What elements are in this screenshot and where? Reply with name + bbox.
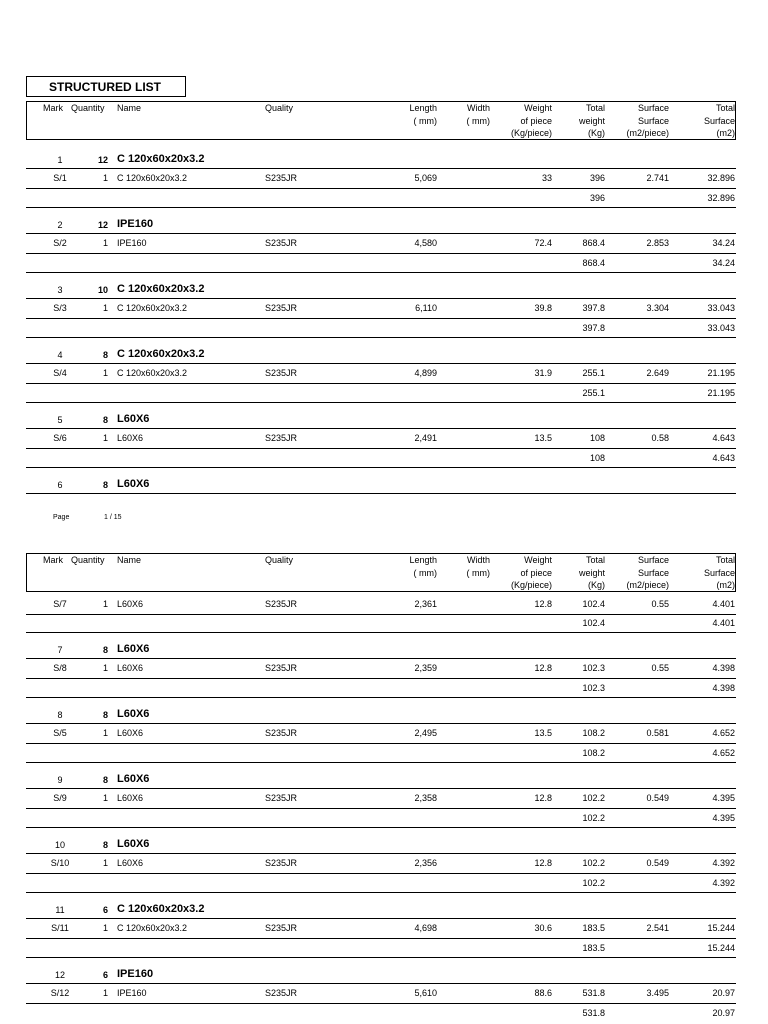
p1-group-2-row-total-surface: 34.24 — [712, 238, 735, 248]
p2-group-10-header-name: L60X6 — [117, 838, 150, 850]
p2-group-11-row-mark: S/11 — [51, 923, 69, 933]
p2-group-9-row-quality: S235JR — [265, 793, 298, 803]
p1-group-1-subtotal-rule — [26, 207, 736, 208]
p1-group-2-subtotal-sum-weight: 868.4 — [582, 258, 605, 268]
p2-group-12-row-total-surface: 20.97 — [712, 988, 735, 998]
p1-group-2-header-quantity: 12 — [97, 220, 108, 230]
p1-group-6-header-mark: 6 — [57, 480, 63, 490]
p1-group-1-row-total-surface: 32.896 — [707, 173, 735, 183]
p1-group-3-subtotal-sum-surface: 33.043 — [707, 323, 735, 333]
p2-group-12-row-weight: 88.6 — [534, 988, 552, 998]
p2-header-quality: Quality — [265, 555, 294, 565]
p1-header-quality: Quality — [265, 103, 294, 113]
p1-group-3-header-name: C 120x60x20x3.2 — [117, 283, 205, 295]
p1-group-4-row-quality: S235JR — [265, 368, 298, 378]
p1-group-5-row-length: 2,491 — [414, 433, 437, 443]
p1-group-4-row-total-surface: 21.195 — [707, 368, 735, 378]
p2-continued-row-total-surface: 4.401 — [712, 599, 735, 609]
p2-continued-row-rule — [26, 614, 736, 615]
p1-group-4-header-mark: 4 — [57, 350, 63, 360]
p1-group-2-row-quality: S235JR — [265, 238, 298, 248]
p1-group-2-subtotal-sum-surface: 34.24 — [712, 258, 735, 268]
p2-group-11-row-total-weight: 183.5 — [582, 923, 605, 933]
p1-header-width-0: Width — [466, 103, 490, 113]
p1-header-weight-piece-1: of piece — [520, 115, 552, 126]
p1-group-3-row-quantity: 1 — [102, 303, 108, 313]
p1-group-5-subtotal-sum-weight: 108 — [589, 453, 605, 463]
p2-group-11-subtotal-rule — [26, 957, 736, 958]
p1-group-2-row-weight: 72.4 — [534, 238, 552, 248]
p2-group-12-rule — [26, 983, 736, 984]
p2-group-12-subtotal-sum-surface: 20.97 — [712, 1008, 735, 1018]
p1-group-5-header-name: L60X6 — [117, 413, 150, 425]
p1-header-surface-1: Surface — [637, 115, 669, 126]
p2-group-7-subtotal-rule — [26, 697, 736, 698]
p2-group-10-header-quantity: 8 — [102, 840, 108, 850]
p1-group-4-header-quantity: 8 — [102, 350, 108, 360]
p2-group-10-subtotal-sum-weight: 102.2 — [582, 878, 605, 888]
p1-group-4-row-weight: 31.9 — [534, 368, 552, 378]
p2-group-10-row-quality: S235JR — [265, 858, 298, 868]
p2-header-total-surface-0: Total — [715, 555, 735, 565]
p1-group-3-row-name: C 120x60x20x3.2 — [117, 303, 188, 313]
p2-group-9-header-quantity: 8 — [102, 775, 108, 785]
p1-group-5-row-rule — [26, 448, 736, 449]
p1-group-1-subtotal-sum-weight: 396 — [589, 193, 605, 203]
p1-group-4-subtotal-sum-weight: 255.1 — [582, 388, 605, 398]
p1-group-6-header-quantity: 8 — [102, 480, 108, 490]
p1-group-4-row-total-weight: 255.1 — [582, 368, 605, 378]
p2-group-11-rule — [26, 918, 736, 919]
p2-group-10-row-total-weight: 102.2 — [582, 858, 605, 868]
p2-group-10-subtotal-rule — [26, 892, 736, 893]
p1-header-weight-piece-0: Weight — [524, 103, 552, 113]
p2-group-7-row-total-surface: 4.398 — [712, 663, 735, 673]
p1-group-2-header-mark: 2 — [57, 220, 63, 230]
p2-group-12-header-quantity: 6 — [102, 970, 108, 980]
p2-group-10-row-mark: S/10 — [50, 858, 70, 868]
p1-header-total-surface-0: Total — [715, 103, 735, 113]
p2-header-quantity: Quantity — [71, 555, 105, 565]
p2-group-7-row-quantity: 1 — [102, 663, 108, 673]
p2-group-11-row-quality: S235JR — [265, 923, 298, 933]
p1-header-surface-2: (m2/piece) — [626, 128, 669, 138]
p2-group-9-row-mark: S/9 — [53, 793, 67, 803]
p2-header-surface-1: Surface — [637, 567, 669, 578]
p1-group-2-rule — [26, 233, 736, 234]
p1-group-4-row-surface: 2.649 — [646, 368, 669, 378]
p2-group-8-row-length: 2,495 — [414, 728, 437, 738]
p1-group-3-row-weight: 39.8 — [534, 303, 552, 313]
p2-group-12-row-total-weight: 531.8 — [582, 988, 605, 998]
p1-header-length-1: ( mm) — [413, 115, 437, 126]
page-label: Page — [53, 514, 70, 521]
p1-group-2-row-mark: S/2 — [53, 238, 67, 248]
p2-header-weight-piece-1: of piece — [520, 567, 552, 578]
p2-group-9-subtotal-rule — [26, 827, 736, 828]
p2-group-11-row-rule — [26, 938, 736, 939]
p1-group-5-row-weight: 13.5 — [534, 433, 552, 443]
p2-group-9-row-name: L60X6 — [117, 793, 144, 803]
p1-header-total-weight-1: weight — [578, 115, 605, 126]
p2-group-12-row-mark: S/12 — [50, 988, 70, 998]
p2-group-11-subtotal-sum-surface: 15.244 — [707, 943, 735, 953]
p1-group-4-row-rule — [26, 383, 736, 384]
p2-group-8-subtotal-sum-surface: 4.652 — [712, 748, 735, 758]
p2-header-name: Name — [117, 555, 142, 565]
p2-group-8-row-total-surface: 4.652 — [712, 728, 735, 738]
p2-header-weight-piece-2: (Kg/piece) — [510, 580, 552, 590]
p2-group-7-row-weight: 12.8 — [534, 663, 552, 673]
p2-continued-row-mark: S/7 — [53, 599, 67, 609]
p2-header-length-0: Length — [409, 555, 437, 565]
p1-group-3-subtotal-rule — [26, 337, 736, 338]
p2-group-7-row-rule — [26, 678, 736, 679]
p1-group-4-header-name: C 120x60x20x3.2 — [117, 348, 205, 360]
p2-group-8-row-surface: 0.581 — [646, 728, 669, 738]
p2-group-9-row-length: 2,358 — [414, 793, 437, 803]
p1-group-2-row-name: IPE160 — [117, 238, 147, 248]
p2-header-total-weight-1: weight — [578, 567, 605, 578]
p1-group-3-header-quantity: 10 — [97, 285, 108, 295]
p2-group-9-row-total-weight: 102.2 — [582, 793, 605, 803]
page-number: 1 / 15 — [104, 514, 122, 521]
p2-continued-row-quantity: 1 — [102, 599, 108, 609]
p2-group-10-row-length: 2,356 — [414, 858, 437, 868]
p2-group-8-row-weight: 13.5 — [534, 728, 552, 738]
p1-group-3-row-length: 6,110 — [415, 303, 437, 313]
p2-group-9-row-quantity: 1 — [102, 793, 108, 803]
p2-group-9-subtotal-sum-weight: 102.2 — [582, 813, 605, 823]
p1-group-5-subtotal-sum-surface: 4.643 — [712, 453, 735, 463]
p1-group-6-rule — [26, 493, 736, 494]
p1-group-4-row-name: C 120x60x20x3.2 — [117, 368, 188, 378]
p2-group-7-rule — [26, 658, 736, 659]
list-title-box — [26, 76, 186, 97]
p2-group-10-rule — [26, 853, 736, 854]
p2-group-7-subtotal-sum-surface: 4.398 — [712, 683, 735, 693]
p2-group-8-header-mark: 8 — [57, 710, 63, 720]
p1-group-5-row-quality: S235JR — [265, 433, 298, 443]
p1-header-total-weight-0: Total — [585, 103, 605, 113]
p2-group-8-row-quantity: 1 — [102, 728, 108, 738]
p1-group-1-header-quantity: 12 — [97, 155, 108, 165]
p2-group-12-header-name: IPE160 — [117, 968, 154, 980]
p2-group-10-row-weight: 12.8 — [534, 858, 552, 868]
p1-header-total-surface-1: Surface — [703, 115, 735, 126]
p2-group-11-row-name: C 120x60x20x3.2 — [117, 923, 188, 933]
p2-group-9-header-name: L60X6 — [117, 773, 150, 785]
p1-group-4-rule — [26, 363, 736, 364]
p1-header-mark: Mark — [43, 103, 63, 113]
p2-continued-row-quality: S235JR — [265, 599, 298, 609]
p2-group-7-row-mark: S/8 — [53, 663, 67, 673]
p1-group-3-row-quality: S235JR — [265, 303, 298, 313]
p2-group-12-row-surface: 3.495 — [646, 988, 669, 998]
p2-continued-subtotal-sum-surface: 4.401 — [712, 618, 735, 628]
p2-header-total-surface-1: Surface — [703, 567, 735, 578]
p2-continued-subtotal-rule — [26, 632, 736, 633]
p1-group-5-row-quantity: 1 — [102, 433, 108, 443]
p1-group-2-row-rule — [26, 253, 736, 254]
p2-group-12-row-quantity: 1 — [102, 988, 108, 998]
p1-header-weight-piece-2: (Kg/piece) — [510, 128, 552, 138]
p2-group-9-row-weight: 12.8 — [534, 793, 552, 803]
p1-group-5-row-total-surface: 4.643 — [712, 433, 735, 443]
p1-group-2-row-total-weight: 868.4 — [582, 238, 605, 248]
p2-group-11-header-quantity: 6 — [102, 905, 108, 915]
p1-group-5-header-quantity: 8 — [102, 415, 108, 425]
p1-header-length-0: Length — [409, 103, 437, 113]
p1-group-1-row-length: 5,069 — [414, 173, 437, 183]
p2-group-8-header-quantity: 8 — [102, 710, 108, 720]
p2-group-10-row-surface: 0.549 — [646, 858, 669, 868]
p2-group-11-header-name: C 120x60x20x3.2 — [117, 903, 205, 915]
p2-group-7-row-name: L60X6 — [117, 663, 144, 673]
p2-group-9-subtotal-sum-surface: 4.395 — [712, 813, 735, 823]
p2-group-11-subtotal-sum-weight: 183.5 — [582, 943, 605, 953]
p1-group-1-row-mark: S/1 — [53, 173, 67, 183]
p2-continued-subtotal-sum-weight: 102.4 — [582, 618, 605, 628]
p2-group-10-row-name: L60X6 — [117, 858, 144, 868]
p1-group-1-row-quantity: 1 — [102, 173, 108, 183]
p1-group-5-row-name: L60X6 — [117, 433, 144, 443]
p2-continued-row-surface: 0.55 — [651, 599, 669, 609]
p2-group-8-header-name: L60X6 — [117, 708, 150, 720]
p1-group-5-row-total-weight: 108 — [589, 433, 605, 443]
p1-header-quantity: Quantity — [71, 103, 105, 113]
p2-continued-row-weight: 12.8 — [534, 599, 552, 609]
p1-group-3-row-total-surface: 33.043 — [707, 303, 735, 313]
p2-group-12-subtotal-sum-weight: 531.8 — [582, 1008, 605, 1018]
p2-group-10-header-mark: 10 — [54, 840, 65, 850]
p1-group-3-row-total-weight: 397.8 — [582, 303, 605, 313]
p2-group-7-row-total-weight: 102.3 — [582, 663, 605, 673]
p2-continued-row-total-weight: 102.4 — [582, 599, 605, 609]
p2-group-11-row-weight: 30.6 — [534, 923, 552, 933]
p2-group-8-row-quality: S235JR — [265, 728, 298, 738]
p2-group-12-row-rule — [26, 1003, 736, 1004]
p2-group-12-row-length: 5,610 — [414, 988, 437, 998]
p1-header-total-surface-2: (m2) — [716, 128, 735, 138]
p2-group-10-row-quantity: 1 — [102, 858, 108, 868]
p1-group-1-row-rule — [26, 188, 736, 189]
p2-header-weight-piece-0: Weight — [524, 555, 552, 565]
p1-group-1-row-total-weight: 396 — [589, 173, 605, 183]
p1-group-1-row-name: C 120x60x20x3.2 — [117, 173, 188, 183]
p1-group-5-row-surface: 0.58 — [651, 433, 669, 443]
p2-group-12-row-name: IPE160 — [117, 988, 147, 998]
p1-group-3-subtotal-sum-weight: 397.8 — [582, 323, 605, 333]
p2-header-total-surface-2: (m2) — [716, 580, 735, 590]
p1-group-3-row-surface: 3.304 — [646, 303, 669, 313]
p1-group-2-row-length: 4,580 — [414, 238, 437, 248]
p1-header-total-weight-2: (Kg) — [587, 128, 605, 138]
p1-group-2-header-name: IPE160 — [117, 218, 154, 230]
p2-group-8-rule — [26, 723, 736, 724]
p2-group-10-subtotal-sum-surface: 4.392 — [712, 878, 735, 888]
p2-group-8-row-rule — [26, 743, 736, 744]
p1-group-5-header-mark: 5 — [57, 415, 63, 425]
p1-group-1-rule — [26, 168, 736, 169]
p1-group-1-row-quality: S235JR — [265, 173, 298, 183]
p2-group-11-header-mark: 11 — [55, 905, 65, 915]
p1-group-4-row-length: 4,899 — [414, 368, 437, 378]
p2-group-9-row-total-surface: 4.395 — [712, 793, 735, 803]
p2-group-12-row-quality: S235JR — [265, 988, 298, 998]
p2-group-8-row-mark: S/5 — [53, 728, 67, 738]
p1-group-4-row-mark: S/4 — [53, 368, 67, 378]
p2-group-12-header-mark: 12 — [54, 970, 65, 980]
p1-group-5-row-mark: S/6 — [53, 433, 67, 443]
p2-group-9-row-surface: 0.549 — [646, 793, 669, 803]
p2-group-8-subtotal-sum-weight: 108.2 — [582, 748, 605, 758]
p2-header-width-1: ( mm) — [466, 567, 490, 578]
p2-group-9-row-rule — [26, 808, 736, 809]
p2-header-width-0: Width — [466, 555, 490, 565]
p1-group-1-row-surface: 2.741 — [646, 173, 669, 183]
p2-group-7-header-name: L60X6 — [117, 643, 150, 655]
p1-group-5-rule — [26, 428, 736, 429]
p2-group-8-subtotal-rule — [26, 762, 736, 763]
p2-header-length-1: ( mm) — [413, 567, 437, 578]
p1-group-5-subtotal-rule — [26, 467, 736, 468]
p1-group-2-subtotal-rule — [26, 272, 736, 273]
p1-group-3-rule — [26, 298, 736, 299]
p1-group-3-row-rule — [26, 318, 736, 319]
p2-header-surface-0: Surface — [637, 555, 669, 565]
p1-group-1-row-weight: 33 — [541, 173, 552, 183]
p2-group-8-row-total-weight: 108.2 — [582, 728, 605, 738]
p1-header-name: Name — [117, 103, 142, 113]
p1-group-3-header-mark: 3 — [57, 285, 63, 295]
list-title: STRUCTURED LIST — [49, 80, 161, 94]
p1-group-2-row-surface: 2.853 — [646, 238, 669, 248]
p2-group-7-row-length: 2,359 — [414, 663, 437, 673]
p1-group-3-row-mark: S/3 — [53, 303, 67, 313]
p2-group-11-row-total-surface: 15.244 — [707, 923, 735, 933]
p2-continued-row-name: L60X6 — [117, 599, 144, 609]
p1-group-1-header-name: C 120x60x20x3.2 — [117, 153, 205, 165]
p2-header-total-weight-0: Total — [585, 555, 605, 565]
p2-group-10-row-rule — [26, 873, 736, 874]
p2-continued-row-length: 2,361 — [414, 599, 437, 609]
p1-group-6-header-name: L60X6 — [117, 478, 150, 490]
p2-group-7-header-mark: 7 — [57, 645, 63, 655]
p2-group-7-subtotal-sum-weight: 102.3 — [582, 683, 605, 693]
p2-group-10-row-total-surface: 4.392 — [712, 858, 735, 868]
p2-group-7-header-quantity: 8 — [102, 645, 108, 655]
p2-group-7-row-quality: S235JR — [265, 663, 298, 673]
p1-group-1-header-mark: 1 — [57, 155, 63, 165]
p1-header-width-1: ( mm) — [466, 115, 490, 126]
p2-header-total-weight-2: (Kg) — [587, 580, 605, 590]
p2-header-mark: Mark — [43, 555, 63, 565]
p2-group-9-rule — [26, 788, 736, 789]
p1-group-4-row-quantity: 1 — [102, 368, 108, 378]
p1-group-4-subtotal-sum-surface: 21.195 — [707, 388, 735, 398]
p2-group-11-row-surface: 2.541 — [646, 923, 669, 933]
p2-header-surface-2: (m2/piece) — [626, 580, 669, 590]
p2-group-9-header-mark: 9 — [57, 775, 63, 785]
p2-group-11-row-length: 4,698 — [414, 923, 437, 933]
p1-header-surface-0: Surface — [637, 103, 669, 113]
p2-group-7-row-surface: 0.55 — [651, 663, 669, 673]
p2-group-11-row-quantity: 1 — [102, 923, 108, 933]
p2-group-8-row-name: L60X6 — [117, 728, 144, 738]
p1-group-1-subtotal-sum-surface: 32.896 — [707, 193, 735, 203]
p1-group-2-row-quantity: 1 — [102, 238, 108, 248]
p1-group-4-subtotal-rule — [26, 402, 736, 403]
